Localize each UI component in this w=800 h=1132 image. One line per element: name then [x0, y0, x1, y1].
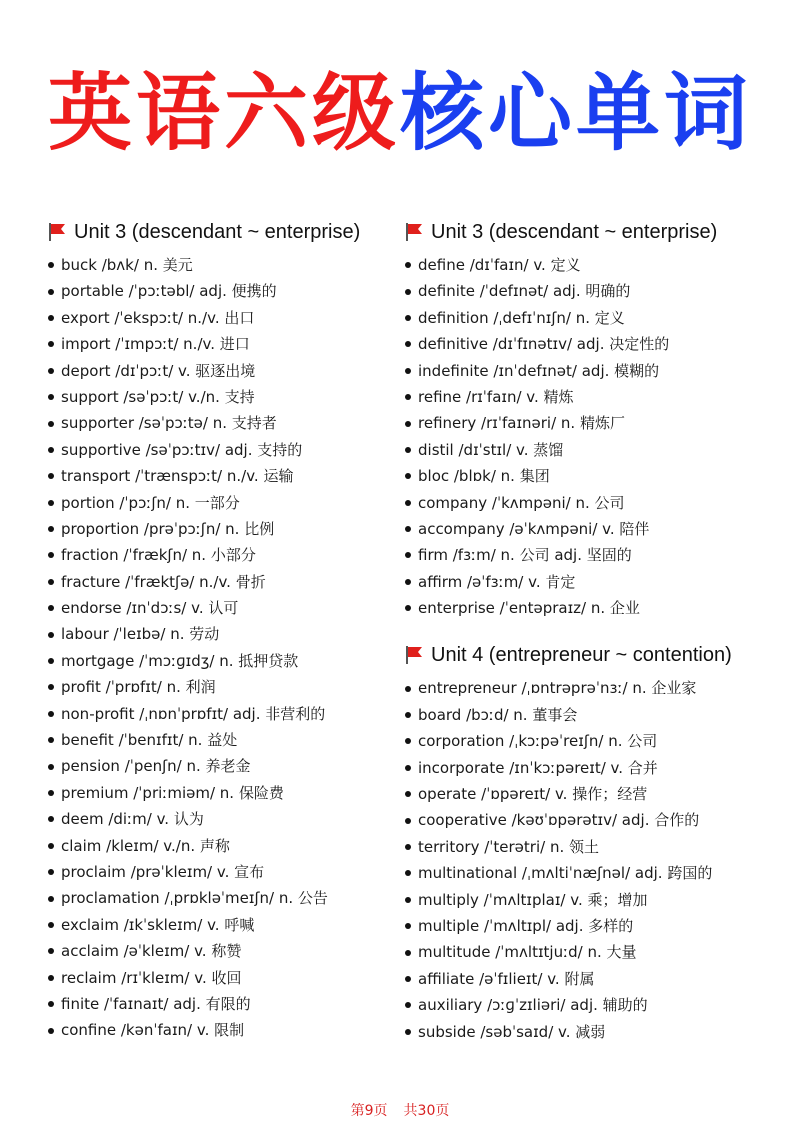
bullet-dot-icon: [405, 552, 411, 558]
bullet-dot-icon: [405, 341, 411, 347]
word-text: claim /kleɪm/ v./n. 声称: [61, 836, 230, 855]
bullet-dot-icon: [48, 394, 54, 400]
red-flag-icon: [46, 221, 68, 243]
word-text: finite /ˈfaɪnaɪt/ adj. 有限的: [61, 994, 251, 1013]
word-entry: [403, 860, 773, 886]
word-entry: [46, 833, 391, 859]
bullet-dot-icon: [48, 289, 54, 295]
word-text: deport /dɪˈpɔːt/ v. 驱逐出境: [61, 361, 256, 380]
word-entry: [403, 384, 773, 410]
word-entry: [403, 913, 773, 939]
word-entry: [46, 569, 391, 595]
word-entry: [46, 938, 391, 964]
word-text: corporation /ˌkɔːpəˈreɪʃn/ n. 公司: [418, 732, 658, 751]
word-entry: [46, 437, 391, 463]
page-title: [0, 58, 800, 168]
word-entry: [403, 807, 773, 833]
bullet-dot-icon: [405, 818, 411, 824]
word-entry: [46, 885, 391, 911]
word-text: buck /bʌk/ n. 美元: [61, 256, 193, 274]
word-entry: [403, 702, 773, 728]
word-entry: [46, 595, 391, 621]
word-entry: [46, 912, 391, 938]
word-text: reclaim /rɪˈkleɪm/ v. 收回: [61, 968, 242, 987]
word-entry: [403, 755, 773, 781]
bullet-dot-icon: [405, 765, 411, 771]
word-text: fraction /ˈfrækʃn/ n. 小部分: [61, 546, 256, 565]
word-text: define /dɪˈfaɪn/ v. 定义: [418, 256, 581, 274]
word-entry: [46, 278, 391, 304]
bullet-dot-icon: [405, 262, 411, 268]
bullet-dot-icon: [48, 790, 54, 796]
word-text: deem /diːm/ v. 认为: [61, 810, 204, 829]
word-text: affirm /əˈfɜːm/ v. 肯定: [418, 572, 576, 591]
word-entry: [46, 965, 391, 991]
word-text: affiliate /əˈfɪlieɪt/ v. 附属: [418, 969, 595, 988]
word-entry: [403, 966, 773, 992]
word-entry: [46, 463, 391, 489]
word-entry: [46, 542, 391, 568]
bullet-dot-icon: [405, 923, 411, 929]
word-list: [403, 675, 773, 1044]
word-entry: [46, 621, 391, 647]
page-number: 第9页: [350, 1103, 388, 1119]
bullet-dot-icon: [48, 737, 54, 743]
word-text: cooperative /kəʊˈɒpərətɪv/ adj. 合作的: [418, 811, 700, 830]
bullet-dot-icon: [48, 684, 54, 690]
word-entry: [46, 727, 391, 753]
bullet-dot-icon: [405, 712, 411, 718]
bullet-dot-icon: [405, 473, 411, 479]
left-column: [46, 212, 391, 1044]
bullet-dot-icon: [405, 368, 411, 374]
word-entry: [403, 278, 773, 304]
red-flag-icon: [403, 221, 425, 243]
bullet-dot-icon: [405, 844, 411, 850]
word-text: premium /ˈpriːmiəm/ n. 保险费: [61, 783, 284, 802]
word-text: accompany /əˈkʌmpəni/ v. 陪伴: [418, 519, 650, 538]
word-entry: [403, 728, 773, 754]
word-entry: [403, 490, 773, 516]
bullet-dot-icon: [405, 976, 411, 982]
word-entry: [403, 1019, 773, 1045]
bullet-dot-icon: [48, 658, 54, 664]
red-flag-icon: [403, 644, 425, 666]
bullet-dot-icon: [405, 447, 411, 453]
bullet-dot-icon: [405, 791, 411, 797]
bullet-dot-icon: [48, 1001, 54, 1007]
word-text: firm /fɜːm/ n. 公司 adj. 坚固的: [418, 546, 632, 565]
word-entry: [403, 410, 773, 436]
bullet-dot-icon: [405, 897, 411, 903]
bullet-dot-icon: [48, 552, 54, 558]
word-text: portion /ˈpɔːʃn/ n. 一部分: [61, 493, 240, 512]
word-text: labour /ˈleɪbə/ n. 劳动: [61, 625, 220, 644]
bullet-dot-icon: [405, 950, 411, 956]
word-text: portable /ˈpɔːtəbl/ adj. 便携的: [61, 282, 277, 301]
bullet-dot-icon: [405, 605, 411, 611]
word-text: transport /ˈtrænspɔːt/ n./v. 运输: [61, 467, 294, 486]
word-entry: [46, 516, 391, 542]
word-text: company /ˈkʌmpəni/ n. 公司: [418, 493, 625, 512]
word-text: mortgage /ˈmɔːɡɪdʒ/ n. 抵押贷款: [61, 651, 299, 670]
unit-header: [403, 212, 773, 252]
word-text: refinery /rɪˈfaɪnəri/ n. 精炼厂: [418, 414, 625, 433]
bullet-dot-icon: [48, 764, 54, 770]
word-text: auxiliary /ɔːɡˈzɪliəri/ adj. 辅助的: [418, 996, 648, 1015]
word-list: [46, 252, 391, 1044]
word-text: refine /rɪˈfaɪn/ v. 精炼: [418, 387, 574, 406]
word-entry: [46, 305, 391, 331]
bullet-dot-icon: [405, 870, 411, 876]
bullet-dot-icon: [48, 1028, 54, 1034]
bullet-dot-icon: [48, 421, 54, 427]
word-text: profit /ˈprɒfɪt/ n. 利润: [61, 678, 216, 697]
word-entry: [403, 939, 773, 965]
word-text: distil /dɪˈstɪl/ v. 蒸馏: [418, 440, 564, 459]
word-entry: [46, 490, 391, 516]
word-text: board /bɔːd/ n. 董事会: [418, 705, 578, 724]
bullet-dot-icon: [405, 500, 411, 506]
word-entry: [46, 358, 391, 384]
word-text: endorse /ɪnˈdɔːs/ v. 认可: [61, 599, 239, 618]
word-text: definite /ˈdefɪnət/ adj. 明确的: [418, 282, 631, 301]
word-text: indefinite /ɪnˈdefɪnət/ adj. 模糊的: [418, 361, 660, 380]
word-entry: [46, 252, 391, 278]
title-part-red: 英语六级: [47, 64, 400, 162]
word-entry: [46, 1017, 391, 1043]
unit-header: [46, 212, 391, 252]
unit-title: Unit 3 (descendant ~ enterprise): [74, 220, 361, 243]
word-text: import /ˈɪmpɔːt/ n./v. 进口: [61, 335, 250, 354]
bullet-dot-icon: [48, 605, 54, 611]
word-text: confine /kənˈfaɪn/ v. 限制: [61, 1021, 245, 1040]
word-entry: [403, 887, 773, 913]
bullet-dot-icon: [48, 975, 54, 981]
word-entry: [46, 753, 391, 779]
title-part-blue: 核心单词: [400, 64, 753, 162]
word-text: support /səˈpɔːt/ v./n. 支持: [61, 387, 255, 406]
word-text: supportive /səˈpɔːtɪv/ adj. 支持的: [61, 440, 303, 459]
bullet-dot-icon: [405, 526, 411, 532]
word-text: non-profit /ˌnɒnˈprɒfɪt/ adj. 非营利的: [61, 704, 326, 723]
word-list: [403, 252, 773, 621]
word-text: acclaim /əˈkleɪm/ v. 称赞: [61, 942, 242, 961]
word-entry: [403, 595, 773, 621]
word-text: multiple /ˈmʌltɪpl/ adj. 多样的: [418, 916, 634, 935]
word-text: enterprise /ˈentəpraɪz/ n. 企业: [418, 599, 640, 618]
word-text: subside /səbˈsaɪd/ v. 减弱: [418, 1022, 606, 1041]
word-entry: [46, 780, 391, 806]
word-entry: [46, 331, 391, 357]
word-entry: [403, 437, 773, 463]
page-footer: [0, 1100, 800, 1120]
word-text: export /ˈekspɔːt/ n./v. 出口: [61, 308, 255, 327]
unit-title: Unit 3 (descendant ~ enterprise): [431, 220, 718, 243]
unit-header: [403, 635, 773, 675]
word-text: territory /ˈterətri/ n. 领土: [418, 837, 599, 856]
word-entry: [46, 991, 391, 1017]
word-text: proclamation /ˌprɒkləˈmeɪʃn/ n. 公告: [61, 889, 328, 908]
word-entry: [46, 410, 391, 436]
bullet-dot-icon: [48, 632, 54, 638]
word-text: multitude /ˈmʌltɪtjuːd/ n. 大量: [418, 943, 637, 962]
unit-title: Unit 4 (entrepreneur ~ contention): [431, 643, 732, 666]
bullet-dot-icon: [405, 686, 411, 692]
word-text: exclaim /ɪkˈskleɪm/ v. 呼喊: [61, 915, 255, 934]
word-text: multinational /ˌmʌltiˈnæʃnəl/ adj. 跨国的: [418, 864, 713, 883]
bullet-dot-icon: [48, 579, 54, 585]
bullet-dot-icon: [48, 816, 54, 822]
bullet-dot-icon: [48, 869, 54, 875]
word-entry: [403, 305, 773, 331]
word-entry: [403, 252, 773, 278]
bullet-dot-icon: [48, 843, 54, 849]
word-entry: [403, 516, 773, 542]
word-entry: [403, 569, 773, 595]
bullet-dot-icon: [405, 315, 411, 321]
bullet-dot-icon: [48, 341, 54, 347]
bullet-dot-icon: [48, 948, 54, 954]
right-column: [403, 212, 773, 1045]
word-text: bloc /blɒk/ n. 集团: [418, 467, 550, 486]
bullet-dot-icon: [405, 421, 411, 427]
word-entry: [46, 648, 391, 674]
word-text: definition /ˌdefɪˈnɪʃn/ n. 定义: [418, 308, 625, 327]
word-text: entrepreneur /ˌɒntrəprəˈnɜː/ n. 企业家: [418, 679, 697, 698]
word-entry: [46, 701, 391, 727]
word-entry: [403, 331, 773, 357]
word-text: fracture /ˈfræktʃə/ n./v. 骨折: [61, 572, 266, 591]
bullet-dot-icon: [48, 896, 54, 902]
bullet-dot-icon: [48, 711, 54, 717]
bullet-dot-icon: [405, 579, 411, 585]
word-text: proportion /prəˈpɔːʃn/ n. 比例: [61, 519, 275, 538]
word-text: pension /ˈpenʃn/ n. 养老金: [61, 757, 251, 776]
word-entry: [403, 675, 773, 701]
bullet-dot-icon: [48, 315, 54, 321]
word-entry: [403, 358, 773, 384]
word-text: benefit /ˈbenɪfɪt/ n. 益处: [61, 731, 238, 750]
bullet-dot-icon: [405, 1029, 411, 1035]
word-entry: [403, 542, 773, 568]
word-text: definitive /dɪˈfɪnətɪv/ adj. 决定性的: [418, 335, 670, 354]
page-total: 共30页: [403, 1103, 450, 1119]
word-entry: [46, 859, 391, 885]
bullet-dot-icon: [405, 1002, 411, 1008]
word-text: operate /ˈɒpəreɪt/ v. 操作；经营: [418, 785, 648, 804]
bullet-dot-icon: [405, 394, 411, 400]
bullet-dot-icon: [405, 289, 411, 295]
word-entry: [403, 834, 773, 860]
word-entry: [46, 384, 391, 410]
word-entry: [403, 781, 773, 807]
bullet-dot-icon: [48, 447, 54, 453]
bullet-dot-icon: [48, 922, 54, 928]
word-text: multiply /ˈmʌltɪplaɪ/ v. 乘；增加: [418, 890, 648, 909]
bullet-dot-icon: [48, 526, 54, 532]
word-entry: [403, 463, 773, 489]
bullet-dot-icon: [48, 262, 54, 268]
bullet-dot-icon: [48, 500, 54, 506]
word-entry: [46, 806, 391, 832]
bullet-dot-icon: [48, 368, 54, 374]
word-text: proclaim /prəˈkleɪm/ v. 宣布: [61, 862, 265, 881]
word-text: incorporate /ɪnˈkɔːpəreɪt/ v. 合并: [418, 758, 658, 777]
word-entry: [403, 992, 773, 1018]
word-text: supporter /səˈpɔːtə/ n. 支持者: [61, 414, 277, 433]
word-entry: [46, 674, 391, 700]
bullet-dot-icon: [405, 738, 411, 744]
bullet-dot-icon: [48, 473, 54, 479]
section-gap: [403, 621, 773, 635]
